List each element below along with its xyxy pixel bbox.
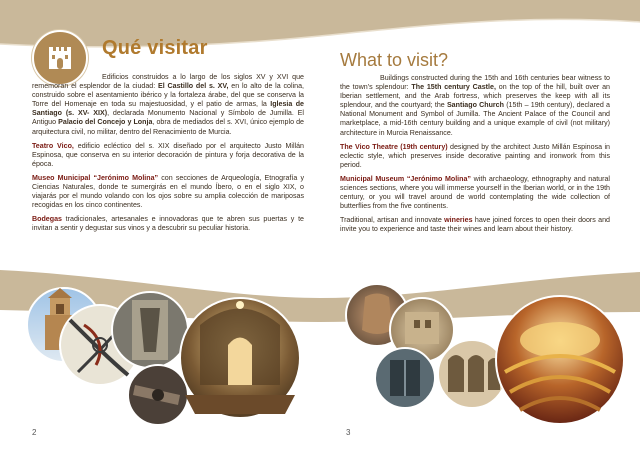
heading-wineries: Bodegas xyxy=(32,215,62,224)
paragraph-theatre xyxy=(340,143,610,170)
bold-palace: Palacio del Concejo y Lonja xyxy=(58,118,153,127)
text-span: (15th – 19th century), declared a National Monument and Symbol of Jumilla. The Ancient Palace of the Council and marketplace, a mid-16th century building and a unique example of civil (not military) architecture in Murcia Renaissance. xyxy=(340,101,610,137)
paragraph-museum xyxy=(340,175,610,211)
heading-museum: Municipal Museum “Jerónimo Molina” xyxy=(340,174,471,183)
paragraph-monuments xyxy=(340,74,610,138)
english-text-column xyxy=(340,74,610,240)
text-span: tradicionales, artesanales e innovadoras que te abren sus puertas y te invitan a sentir y degustar sus vinos y a descubrir su peculiar historia. xyxy=(32,215,304,233)
text-span: have joined forces to open their doors and invite you to experience and taste their wines and learn about their history. xyxy=(340,216,610,234)
paragraph-monuments xyxy=(32,73,304,137)
text-span: , obra de mediados del s. XVI, único ejemplo de arquitectura civil, no militar, dentro del Renacimiento de Murcia. xyxy=(32,118,304,136)
paragraph-wineries xyxy=(340,216,610,234)
page-number-right: 3 xyxy=(346,428,351,437)
spanish-text-column xyxy=(32,73,304,239)
bottom-decorative-band xyxy=(0,268,640,328)
text-span: on the top of the hill, built over an Iberian settlement, and the Arab fortress, which preserves the keep with all its splendour, and the courtyard; the xyxy=(340,83,610,110)
castle-icon xyxy=(46,43,74,71)
page-title-spanish: Qué visitar xyxy=(102,37,208,59)
text-span: Edificios construidos a lo largo de los siglos XV y XVI que rememoran el esplendor de la ciudad: xyxy=(32,73,304,91)
paragraph-museum xyxy=(32,174,304,210)
text-span: en lo alto de la colina, construido sobre el asentamiento ibérico y la fortaleza árabe, del que se conserva la Torre del Homenaje en toda su majestuosidad, y el patio de armas, la xyxy=(32,82,305,109)
bold-castle: El Castillo del s. XV, xyxy=(158,82,229,91)
text-span: edificio ecléctico del s. XIX diseñado por el arquitecto Justo Millán Espinosa, que conserva en su interior decoración de pintura y forja decorativa de la época. xyxy=(32,141,304,168)
bold-church: Iglesia de Santiago (s. XV- XIX) xyxy=(32,100,304,118)
bold-church: Santiago Church xyxy=(446,101,504,110)
carved-beam-photo xyxy=(128,365,188,425)
page-title-english: What to visit? xyxy=(340,50,449,70)
top-decorative-band xyxy=(0,0,640,60)
text-span: , declarada Monumento Nacional y Símbolo de Jumilla. El Antiguo xyxy=(32,109,304,127)
paragraph-wineries xyxy=(32,215,304,233)
text-span: con secciones de Arqueología, Etnografía y Ciencias Naturales, donde te sumergirás en el mundo Íbero, o en el siglo XIX, o viajarás por el mundo volando con los ojos sobre su amplia colección de mariposas recogidas en los cinco continentes. xyxy=(32,173,304,210)
text-span: with archaeology, ethnography and natural sciences sections, where you will immerse yourself in the Iberian world, or in the 19th century, or you will travel around de world contemplating the wide collection of butterflies from the five continents. xyxy=(340,174,610,211)
heading-theatre: The Vico Theatre (19th century) xyxy=(340,142,448,151)
text-span: Traditional, artisan and innovate xyxy=(340,216,445,225)
museum-window-photo xyxy=(375,348,435,408)
text-span: designed by the architect Justo Millán Espinosa in eclectic style, which preserves inside decorative painting and ironwork from this period. xyxy=(340,142,610,169)
paragraph-theatre xyxy=(32,142,304,169)
text-span: Buildings constructed during the 15th and 16th centuries bear witness to the town’s splendour: xyxy=(340,74,610,92)
arcade-courtyard-photo xyxy=(438,340,506,408)
heading-museum: Museo Municipal “Jerónimo Molina” xyxy=(32,173,159,182)
page-number-left: 2 xyxy=(32,428,37,437)
heading-wineries: wineries xyxy=(444,216,473,225)
bold-castle: The 15th century Castle, xyxy=(411,83,496,92)
heading-theatre: Teatro Vico, xyxy=(32,141,74,150)
